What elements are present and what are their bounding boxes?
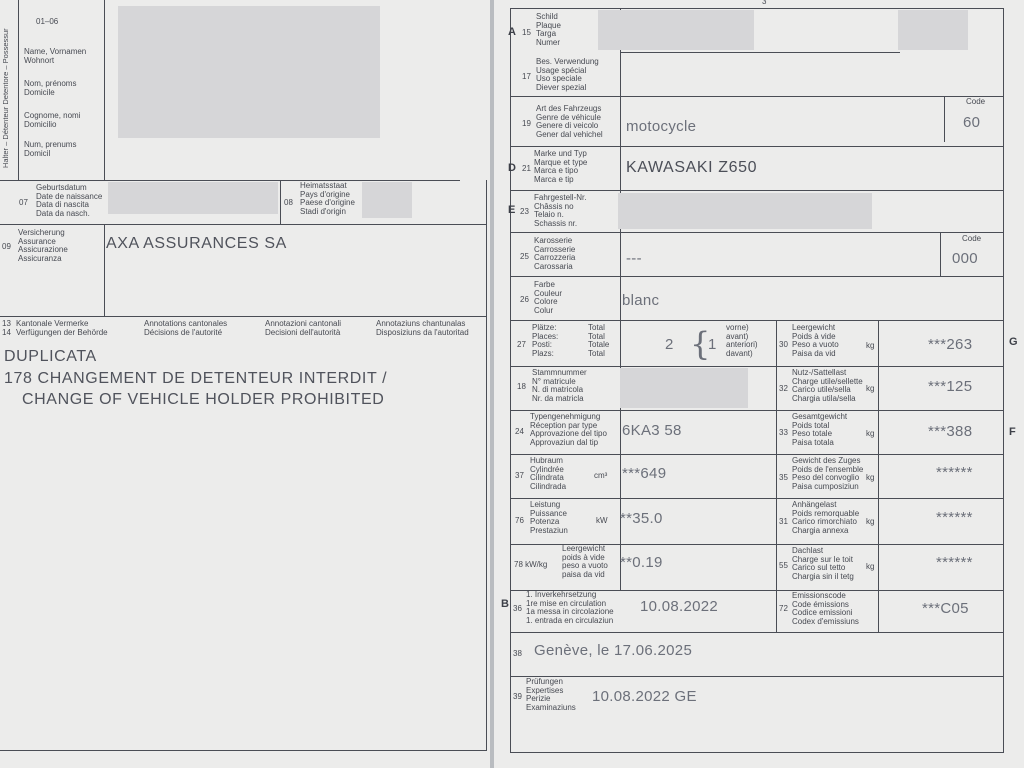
redacted-chassis bbox=[618, 193, 872, 229]
field-31-number: 31 bbox=[779, 517, 788, 526]
name-label-fr: Nom, prénoms Domicile bbox=[24, 79, 77, 97]
field-55-unit: kg bbox=[866, 562, 875, 571]
field-27-label-total: Total Total Totale Total bbox=[588, 323, 610, 358]
field-19-code-label: Code bbox=[966, 97, 986, 106]
field-30-label: Leergewicht Poids à vide Peso a vuoto Paisa da vid bbox=[792, 323, 839, 358]
field-23-label: Fahrgestell-Nr. Châssis no Telaio n. Schassis nr. bbox=[534, 193, 587, 228]
field-13-label-it: Annotazioni cantonali Decisioni dell'autorità bbox=[265, 319, 342, 337]
power-weight-value: **0.19 bbox=[620, 554, 663, 571]
seats-front-label: vorne) avant) anteriori) davant) bbox=[726, 323, 758, 358]
color-value: blanc bbox=[622, 292, 660, 309]
remark-duplicata: DUPLICATA bbox=[4, 348, 97, 365]
field-08-number: 08 bbox=[284, 198, 293, 207]
field-13-14-number: 13 14 bbox=[2, 319, 11, 337]
marker-f: F bbox=[1009, 426, 1016, 438]
field-19-number: 19 bbox=[522, 119, 531, 128]
trailer-load-value: ****** bbox=[936, 509, 973, 526]
marker-d: D bbox=[508, 162, 516, 174]
seats-front: 1 bbox=[708, 336, 717, 353]
name-label-rm: Num, prenums Domicil bbox=[24, 140, 77, 158]
marker-g: G bbox=[1009, 336, 1018, 348]
field-26-label: Farbe Couleur Colore Colur bbox=[534, 280, 563, 315]
field-25-code-label: Code bbox=[962, 234, 982, 243]
field-37-unit: cm³ bbox=[594, 471, 608, 480]
field-23-number: 23 bbox=[520, 207, 529, 216]
field-17-number: 17 bbox=[522, 72, 531, 81]
field-35-label: Gewicht des Zuges Poids de l'ensemble Peso del convoglio Paisa cumposiziun bbox=[792, 456, 864, 491]
redacted-origin bbox=[362, 182, 412, 218]
marker-e: E bbox=[508, 204, 516, 216]
field-32-label: Nutz-/Sattellast Charge utile/sellette Carico utile/sella Chargia utila/sella bbox=[792, 368, 863, 403]
remark-line-2: 178 CHANGEMENT DE DETENTEUR INTERDIT / bbox=[4, 370, 388, 387]
type-approval-value: 6KA3 58 bbox=[622, 422, 682, 439]
field-30-unit: kg bbox=[866, 341, 875, 350]
field-15-number: 15 bbox=[522, 28, 531, 37]
field-35-unit: kg bbox=[866, 473, 875, 482]
name-label-de: Name, Vornamen Wohnort bbox=[24, 47, 87, 65]
roof-load-value: ****** bbox=[936, 554, 973, 571]
field-55-label: Dachlast Charge sur le toit Carico sul tetto Chargia sin il tetg bbox=[792, 546, 854, 581]
field-55-number: 55 bbox=[779, 561, 788, 570]
field-33-number: 33 bbox=[779, 428, 788, 437]
brace: { bbox=[690, 325, 711, 363]
field-27-number: 27 bbox=[517, 340, 526, 349]
field-33-label: Gesamtgewicht Poids total Peso totale Paisa totala bbox=[792, 412, 848, 447]
redacted-birth-date bbox=[108, 182, 278, 214]
field-13-label-fr: Annotations cantonales Décisions de l'autorité bbox=[144, 319, 228, 337]
field-31-unit: kg bbox=[866, 517, 875, 526]
field-72-label: Emissionscode Code émissions Codice emissioni Codex d'emissiuns bbox=[792, 591, 859, 626]
marker-a: A bbox=[508, 26, 516, 38]
field-35-number: 35 bbox=[779, 473, 788, 482]
total-weight-value: ***388 bbox=[928, 423, 973, 440]
field-72-number: 72 bbox=[779, 604, 788, 613]
field-13-label-rm: Annotaziuns chantunalas Disposiziuns da l'autoritad bbox=[376, 319, 469, 337]
inspection-value: 10.08.2022 GE bbox=[592, 688, 697, 705]
first-registration-value: 10.08.2022 bbox=[640, 598, 719, 615]
field-01-06: 01–06 bbox=[36, 17, 59, 26]
field-37-label: Hubraum Cylindrée Cilindrata Cilindrada bbox=[530, 456, 567, 491]
field-24-number: 24 bbox=[515, 427, 524, 436]
field-21-label: Marke und Typ Marque et type Marca e tipo Marca e tip bbox=[534, 149, 588, 184]
field-18-label: Stammnummer N° matricule N. di matricola Nr. da matricla bbox=[532, 368, 587, 403]
field-38-number: 38 bbox=[513, 649, 522, 658]
field-33-unit: kg bbox=[866, 429, 875, 438]
field-26-number: 26 bbox=[520, 295, 529, 304]
vehicle-type-code: 60 bbox=[963, 114, 981, 131]
field-39-number: 39 bbox=[513, 692, 522, 701]
name-label-it: Cognome, nomi Domicilio bbox=[24, 111, 81, 129]
field-37-number: 37 bbox=[515, 471, 524, 480]
field-36-number: 36 bbox=[513, 604, 522, 613]
redacted-plate bbox=[598, 10, 754, 50]
field-07-label: Geburtsdatum Date de naissance Data di nascita Data da nasch. bbox=[36, 183, 103, 218]
field-19-label: Art des Fahrzeugs Genre de véhicule Genere di veicolo Gener dal vehichel bbox=[536, 104, 603, 139]
field-08-label: Heimatsstaat Pays d'origine Paese d'origine Stadi d'origin bbox=[300, 181, 355, 216]
field-24-label: Typengenehmigung Réception par type Approvazione del tipo Approvaziun dal tip bbox=[530, 412, 607, 447]
field-07-number: 07 bbox=[19, 198, 28, 207]
redacted-plate-2 bbox=[898, 10, 968, 50]
field-30-number: 30 bbox=[779, 340, 788, 349]
redacted-holder-name bbox=[118, 6, 380, 138]
bodywork-value: --- bbox=[626, 250, 642, 267]
field-25-label: Karosserie Carrosserie Carrozzeria Carossaria bbox=[534, 236, 576, 271]
make-type-value: KAWASAKI Z650 bbox=[626, 159, 758, 176]
field-36-label: 1. Inverkehrsetzung 1re mise en circulation 1a messa in circolazione 1. entrada en circulaziun bbox=[526, 590, 614, 625]
field-27-label: Plätze: Places: Posti: Plazs: bbox=[532, 323, 559, 358]
field-78-number: 78 kW/kg bbox=[514, 560, 548, 569]
train-weight-value: ****** bbox=[936, 464, 973, 481]
field-39-label: Prüfungen Expertises Perizie Examinaziuns bbox=[526, 677, 576, 712]
field-31-label: Anhängelast Poids remorquable Carico rimorchiato Chargia annexa bbox=[792, 500, 860, 535]
field-15-label: Schild Plaque Targa Numer bbox=[536, 12, 561, 47]
holder-label: Halter – Détenteur Detentore – Possessur bbox=[1, 28, 10, 168]
emission-code-value: ***C05 bbox=[922, 600, 969, 617]
field-17-label: Bes. Verwendung Usage spécial Uso speciale Diever spezial bbox=[536, 57, 599, 92]
empty-weight-value: ***263 bbox=[928, 336, 973, 353]
seats-total: 2 bbox=[665, 336, 674, 353]
marker-b: B bbox=[501, 598, 509, 610]
payload-value: ***125 bbox=[928, 378, 973, 395]
power-value: **35.0 bbox=[620, 510, 663, 527]
field-21-number: 21 bbox=[522, 164, 531, 173]
field-32-number: 32 bbox=[779, 384, 788, 393]
vehicle-type-value: motocycle bbox=[626, 118, 697, 135]
field-78-label: Leergewicht poids à vide peso a vuoto paisa da vid bbox=[562, 544, 608, 579]
field-76-number: 76 bbox=[515, 516, 524, 525]
field-76-label: Leistung Puissance Potenza Prestaziun bbox=[530, 500, 568, 535]
insurance-value: AXA ASSURANCES SA bbox=[106, 235, 287, 252]
field-76-unit: kW bbox=[596, 516, 608, 525]
field-25-number: 25 bbox=[520, 252, 529, 261]
issue-place-date-value: Genève, le 17.06.2025 bbox=[534, 642, 693, 659]
field-32-unit: kg bbox=[866, 384, 875, 393]
bodywork-code: 000 bbox=[952, 250, 978, 267]
page-number: 3 bbox=[762, 0, 767, 6]
field-13-label-de: Kantonale Vermerke Verfügungen der Behörde bbox=[16, 319, 108, 337]
field-18-number: 18 bbox=[517, 382, 526, 391]
redacted-matricule bbox=[620, 368, 748, 408]
field-09-number: 09 bbox=[2, 242, 11, 251]
remark-line-3: CHANGE OF VEHICLE HOLDER PROHIBITED bbox=[22, 391, 385, 408]
displacement-value: ***649 bbox=[622, 465, 667, 482]
field-09-label: Versicherung Assurance Assicurazione Assicuranza bbox=[18, 228, 68, 263]
